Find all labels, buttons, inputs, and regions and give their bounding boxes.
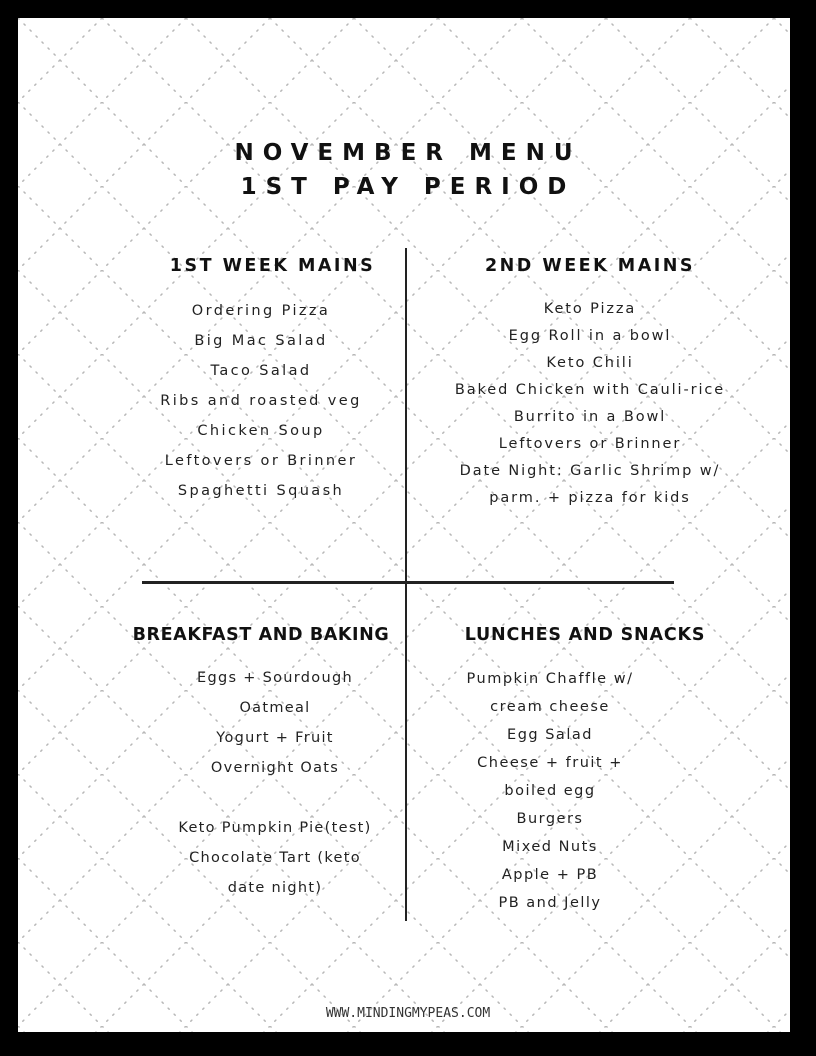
lunches-item: PB and Jelly bbox=[498, 895, 602, 911]
lunches-item: Burgers bbox=[516, 811, 584, 827]
lunches-item: Egg Salad bbox=[507, 727, 593, 743]
lunches-heading: LUNCHES AND SNACKS bbox=[464, 625, 706, 645]
week2-item: Keto Pizza bbox=[543, 301, 637, 317]
breakfast-item: Overnight Oats bbox=[210, 760, 340, 776]
week1-item: Ribs and roasted veg bbox=[160, 393, 362, 409]
week1-item: Chicken Soup bbox=[197, 423, 325, 439]
week2-item: parm. + pizza for kids bbox=[489, 490, 691, 506]
breakfast-item: Yogurt + Fruit bbox=[216, 730, 334, 746]
week2-list bbox=[420, 296, 760, 512]
week2-item: Egg Roll in a bowl bbox=[508, 328, 672, 344]
week2-heading: 2ND WEEK MAINS bbox=[484, 256, 696, 276]
week1-item: Spaghetti Squash bbox=[177, 483, 345, 499]
lunches-list bbox=[420, 665, 680, 917]
week1-item: Ordering Pizza bbox=[191, 303, 331, 319]
week1-item: Big Mac Salad bbox=[194, 333, 328, 349]
week2-item: Burrito in a Bowl bbox=[513, 409, 667, 425]
horizontal-divider bbox=[142, 581, 674, 584]
week2-item: Keto Chili bbox=[546, 355, 634, 371]
breakfast-item: Oatmeal bbox=[239, 700, 311, 716]
lunches-item: Mixed Nuts bbox=[502, 839, 598, 855]
week1-item: Leftovers or Brinner bbox=[164, 453, 358, 469]
breakfast-list bbox=[130, 663, 420, 903]
week2-item: Leftovers or Brinner bbox=[498, 436, 682, 452]
page-title-line-1: NOVEMBER MENU bbox=[234, 140, 582, 166]
lunches-item: boiled egg bbox=[504, 783, 596, 799]
breakfast-item: Eggs + Sourdough bbox=[197, 670, 353, 686]
breakfast-item bbox=[130, 783, 420, 813]
lunches-item: Cheese + fruit + bbox=[477, 755, 623, 771]
lunches-item: Pumpkin Chaffle w/ bbox=[466, 671, 634, 687]
lunches-item: Apple + PB bbox=[501, 867, 599, 883]
breakfast-item: date night) bbox=[227, 880, 323, 896]
week2-item: Date Night: Garlic Shrimp w/ bbox=[459, 463, 721, 479]
lunches-item: cream cheese bbox=[490, 699, 610, 715]
page-title-line-2: 1ST PAY PERIOD bbox=[240, 174, 576, 200]
breakfast-heading: BREAKFAST AND BAKING bbox=[132, 625, 390, 645]
week1-list bbox=[120, 296, 402, 506]
week1-item: Taco Salad bbox=[210, 363, 312, 379]
week1-heading: 1ST WEEK MAINS bbox=[169, 256, 376, 276]
week2-item: Baked Chicken with Cauli-rice bbox=[454, 382, 726, 398]
breakfast-item: Keto Pumpkin Pie(test) bbox=[178, 820, 372, 836]
website-footer[interactable]: WWW.MINDINGMYPEAS.COM bbox=[325, 1006, 491, 1021]
breakfast-item: Chocolate Tart (keto bbox=[189, 850, 361, 866]
